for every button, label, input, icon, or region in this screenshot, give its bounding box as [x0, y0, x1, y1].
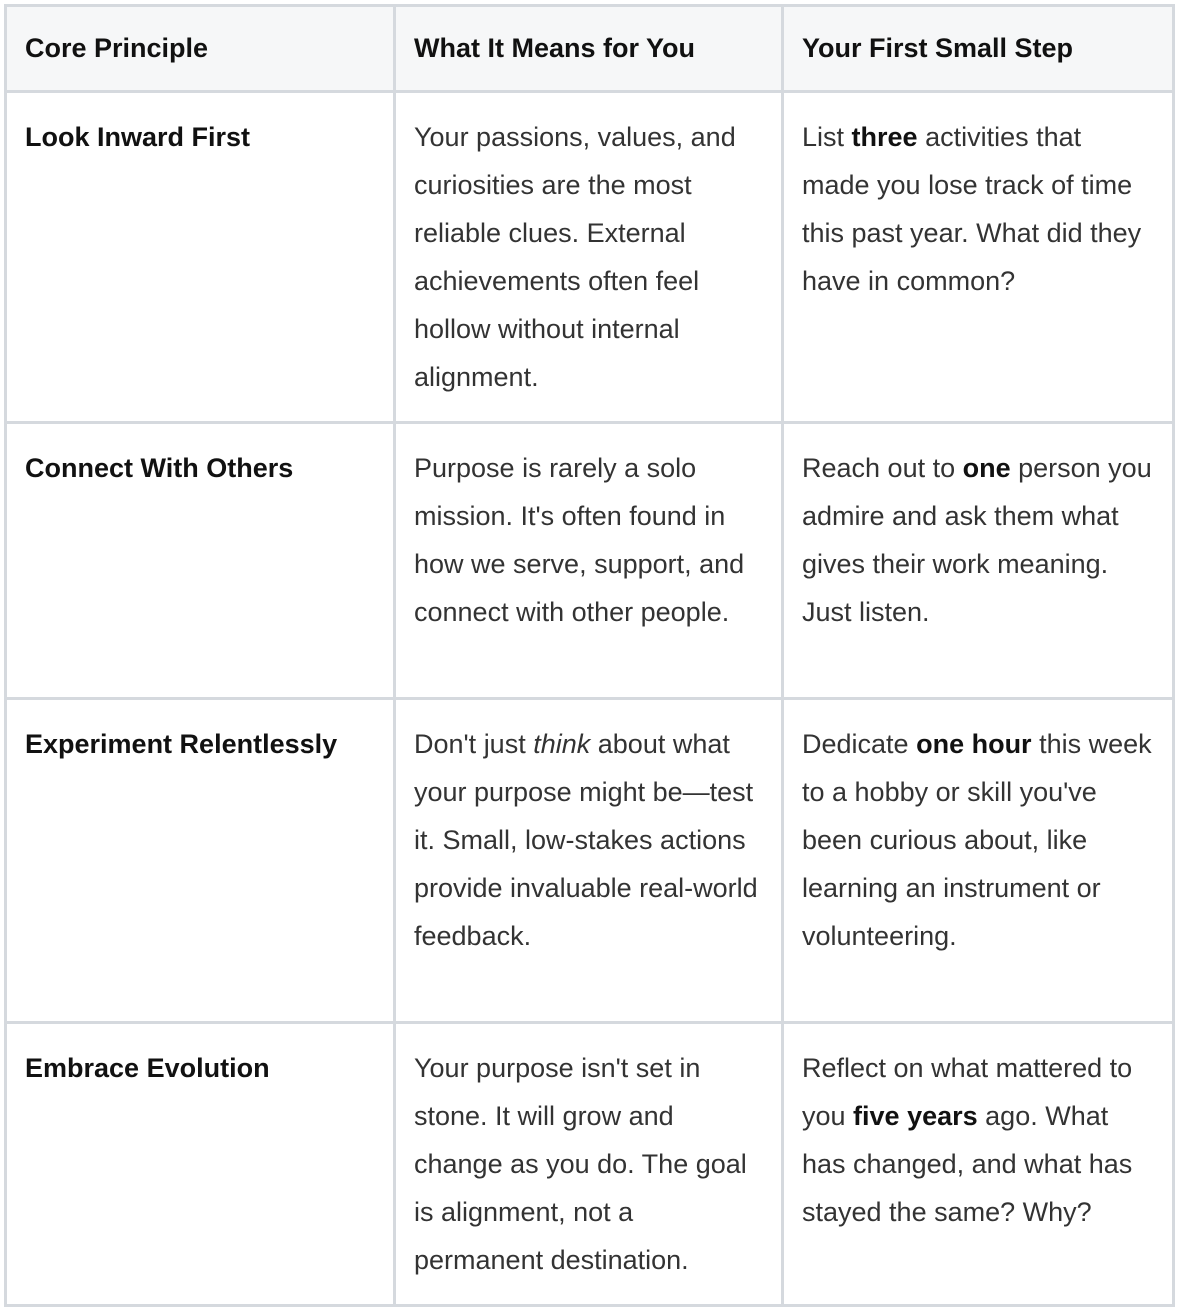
step-text: Dedicate: [802, 729, 917, 759]
principle-cell: Experiment Relentlessly: [6, 699, 395, 1023]
step-text: Reach out to: [802, 453, 963, 483]
step-text: ago. What has changed, and what has stayed the same? Why?: [802, 1101, 1133, 1227]
table-body: [6, 92, 1174, 1306]
meaning-text: about what your purpose might be—test it. Small, low-stakes actions provide invaluable real-world feedback.: [414, 729, 758, 951]
table-row: [6, 92, 1174, 423]
step-emphasis: one hour: [916, 729, 1032, 759]
table-header: [6, 6, 1174, 92]
step-text: activities that made you lose track of time this past year. What did they have in common?: [802, 122, 1142, 296]
header-what-it-means: What It Means for You: [395, 6, 783, 92]
purpose-principles-table: [4, 4, 1175, 1307]
step-cell: [783, 1023, 1174, 1306]
step-cell: [783, 699, 1174, 1023]
meaning-cell: Purpose is rarely a solo mission. It's often found in how we serve, support, and connect with other people.: [395, 423, 783, 699]
step-cell: [783, 423, 1174, 699]
table-row: [6, 423, 1174, 699]
step-text: Reflect on what mattered to you: [802, 1053, 1133, 1131]
step-text: this week to a hobby or skill you've been curious about, like learning an instrument or volunteering.: [802, 729, 1152, 951]
table-row: [6, 699, 1174, 1023]
header-first-small-step: Your First Small Step: [783, 6, 1174, 92]
meaning-text: Don't just: [414, 729, 534, 759]
meaning-cell: Your passions, values, and curiosities are the most reliable clues. External achievements often feel hollow without internal alignment.: [395, 92, 783, 423]
meaning-cell: Your purpose isn't set in stone. It will grow and change as you do. The goal is alignment, not a permanent destination.: [395, 1023, 783, 1306]
principle-cell: Look Inward First: [6, 92, 395, 423]
table-row: [6, 1023, 1174, 1306]
principle-cell: Embrace Evolution: [6, 1023, 395, 1306]
step-text: person you admire and ask them what gives their work meaning. Just listen.: [802, 453, 1152, 627]
step-emphasis: one: [962, 453, 1011, 483]
meaning-cell: [395, 699, 783, 1023]
header-row: [6, 6, 1174, 92]
step-cell: [783, 92, 1174, 423]
header-core-principle: Core Principle: [6, 6, 395, 92]
meaning-emphasis: think: [533, 729, 591, 759]
step-text: List: [802, 122, 852, 152]
step-emphasis: three: [851, 122, 918, 152]
principle-cell: Connect With Others: [6, 423, 395, 699]
step-emphasis: five years: [853, 1101, 978, 1131]
